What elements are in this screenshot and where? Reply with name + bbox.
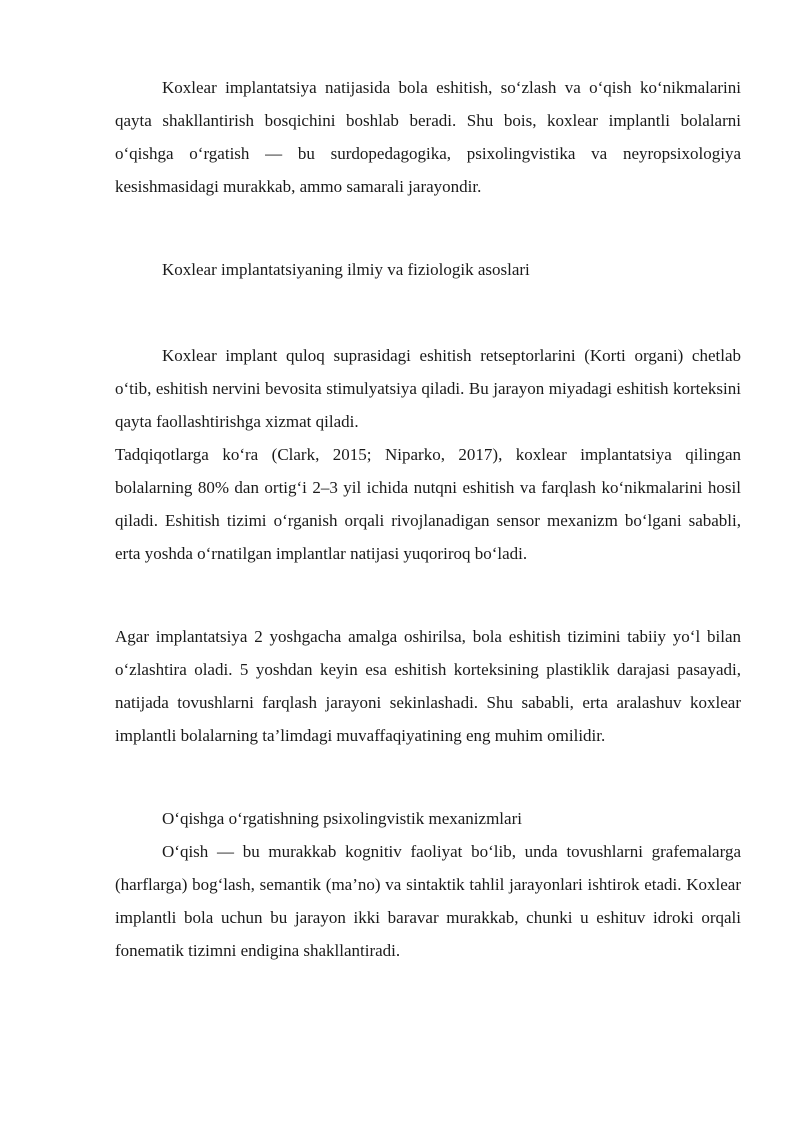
section-heading-scientific-basis: Koxlear implantatsiyaning ilmiy va fiziologik asoslari [162, 260, 530, 279]
implant-mechanism-paragraph: Koxlear implant quloq suprasidagi eshitish retseptorlarini (Korti organi) chetlab o‘tib, eshitish nervini bevosita stimulyatsiya qiladi. Bu jarayon miyadagi eshitish korteksini qayta faollashtirishga xizmat qiladi. [115, 346, 741, 431]
research-paragraph: Tadqiqotlarga ko‘ra (Clark, 2015; Niparko, 2017), koxlear implantatsiya qilingan bolalarning 80% dan ortig‘i 2–3 yil ichida nutqni eshitish va farqlash ko‘nikmalarini hosil qiladi. Eshitish tizimi o‘rganish orqali rivojlanadigan sensor mexanizm bo‘lgani sababli, erta yoshda o‘rnatilgan implantlar natijasi yuqoriroq bo‘ladi. [115, 445, 741, 563]
document-page [115, 71, 741, 967]
section-heading-psycholinguistic: O‘qishga o‘rgatishning psixolingvistik mexanizmlari [162, 809, 522, 828]
intro-paragraph: Koxlear implantatsiya natijasida bola eshitish, so‘zlash va o‘qish ko‘nikmalarini qayta shakllantirish bosqichini boshlab beradi. Shu bois, koxlear implantli bolalarni o‘qishga o‘rgatish — bu surdopedagogika, psixolingvistika va neyropsixologiya kesishmasidagi murakkab, ammo samarali jarayondir. [115, 78, 741, 196]
reading-cognition-paragraph: O‘qish — bu murakkab kognitiv faoliyat bo‘lib, unda tovushlarni grafemalarga (harflarga) bog‘lash, semantik (ma’no) va sintaktik tahlil jarayonlari ishtirok etadi. Koxlear implantli bola uchun bu jarayon ikki baravar murakkab, chunki u eshituv idroki orqali fonematik tizimni endigina shakllantiradi. [115, 842, 741, 960]
early-intervention-paragraph: Agar implantatsiya 2 yoshgacha amalga oshirilsa, bola eshitish tizimini tabiiy yo‘l bilan o‘zlashtira oladi. 5 yoshdan keyin esa eshitish korteksining plastiklik darajasi pasayadi, natijada tovushlarni farqlash jarayoni sekinlashadi. Shu sababli, erta aralashuv koxlear implantli bolalarning ta’limdagi muvaffaqiyatining eng muhim omilidir. [115, 627, 741, 745]
